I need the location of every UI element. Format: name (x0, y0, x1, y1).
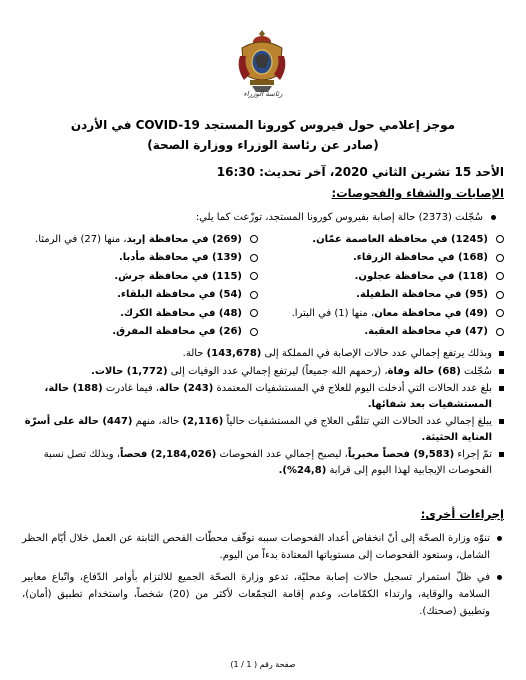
governorates-list (22, 230, 504, 341)
governorate-item (268, 230, 504, 249)
governorate-item (268, 249, 504, 268)
document-title: موجز إعلامي حول فيروس كورونا المستجد COVID-19 في الأردن (70, 118, 456, 132)
dateline: الأحد 15 تشرين الثاني 2020، آخر تحديث: 16:30 (216, 165, 504, 179)
circle-bullet-icon (496, 328, 504, 336)
governorate-count: (54) في محافظة البلقاء. (117, 289, 242, 301)
other-measure-item: تنوّه وزارة الصحّة إلى أنّ انخفاض أعداد الفحوصات سببه توقّف محطّات الفحص الثابتة عن العمل خلال أيّام الحظر الشامل، وستعود الفحوصات إلى مستوياتها المعتادة بدءاً من اليوم. (22, 530, 504, 564)
governorate-count: (118) في محافظة عجلون. (354, 270, 488, 282)
other-measure-item: في ظلّ استمرار تسجيل حالات إصابة محليّة، تدعو وزارة الصحّة الجميع للالتزام بأوامر الدّفاع، واتّباع معايير السلامة والوقاية، وارتداء الكمّامات، وعدم إقامة التجمّعات لأكثر من (20) شخصاً، واستخدام تطبيق (أمان)، وتطبيق (صحتك). (22, 569, 504, 620)
circle-bullet-icon (250, 254, 258, 262)
other-measures-list (22, 530, 504, 625)
circle-bullet-icon (496, 254, 504, 262)
summary-figure: (2,184,026) فحصاً (119, 449, 217, 460)
summary-text: ، (رحمهم الله جميعاً) ليرتفع إجمالي عدد الوفيات إلى (167, 365, 388, 377)
governorate-note: ، منها (1) في البترا. (291, 307, 375, 319)
governorate-item (268, 304, 504, 323)
governorate-item (268, 267, 504, 286)
summary-figure: (2,116) (182, 416, 224, 427)
summary-list (22, 346, 504, 480)
governorate-item (22, 304, 258, 323)
governorate-count: (26) في محافظة المفرق. (112, 326, 242, 338)
governorate-item (268, 323, 504, 342)
circle-bullet-icon (250, 272, 258, 280)
summary-item-hospitalized (22, 414, 504, 445)
circle-bullet-icon (250, 291, 258, 299)
emblem-caption: رئاسة الوزراء (243, 90, 283, 98)
summary-figure: (143,678) (206, 348, 262, 359)
governorate-count: (49) في محافظة معان (374, 307, 488, 319)
summary-text: يبلغ إجمالي عدد الحالات التي تتلقّى العلاج في المستشفيات حالياً (223, 416, 492, 427)
governorate-item (22, 230, 258, 249)
governorate-count: (269) في محافظة إربد (126, 233, 242, 245)
summary-text: تمّ إجراء (454, 449, 492, 460)
cases-section-heading: الإصابات والشفاء والفحوصات: (331, 186, 504, 200)
summary-figure: (24,8%). (278, 464, 327, 476)
circle-bullet-icon (250, 309, 258, 317)
governorate-count: (47) في محافظة العقبة. (364, 326, 488, 338)
summary-item-tests (22, 447, 504, 478)
summary-figure: (9,583) فحصاً مخبرياً (347, 449, 455, 460)
governorate-note: ، منها (27) في الرمثا. (35, 233, 127, 245)
governorate-item (22, 286, 258, 305)
cases-intro-text: سُجّلت (2373) حالة إصابة بفيروس كورونا المستجد، توزّعت كما يلي: (195, 212, 483, 223)
governorate-item (22, 249, 258, 268)
summary-figure: (68) حالة وفاة (387, 365, 461, 377)
summary-item-deaths (22, 364, 504, 380)
summary-text: ، وبذلك تصل نسبة الفحوصات الإيجابية لهذا اليوم إلى قرابة (43, 449, 492, 476)
summary-item-total-cases (22, 346, 504, 362)
circle-bullet-icon (496, 291, 504, 299)
governorate-count: (168) في محافظة الزرقاء. (352, 252, 488, 264)
summary-text: ، فيما غادرت (102, 383, 160, 394)
circle-bullet-icon (250, 235, 258, 243)
circle-bullet-icon (250, 328, 258, 336)
circle-bullet-icon (496, 309, 504, 317)
governorate-count: (95) في محافظة الطفيلة. (356, 289, 488, 301)
document-subtitle: (صادر عن رئاسة الوزراء ووزارة الصحة) (147, 138, 379, 152)
bullet-icon (491, 215, 496, 220)
circle-bullet-icon (496, 272, 504, 280)
summary-text: سُجّلت (460, 365, 492, 377)
governorate-count: (139) في محافظة مأدبا. (118, 252, 242, 264)
summary-item-admissions (22, 381, 504, 412)
summary-figure: (188) حالة، المستشفيات بعد شفائها. (44, 383, 492, 410)
other-section-heading: إجراءات أخرى: (420, 507, 504, 521)
summary-figure: (243) حالة (159, 383, 214, 394)
governorate-item (22, 323, 258, 342)
summary-text: بلغ عدد الحالات التي أدخلت اليوم للعلاج في المستشفيات المعتمدة (213, 383, 492, 394)
summary-text: وبذلك يرتفع إجمالي عدد حالات الإصابة في المملكة إلى (261, 348, 492, 359)
summary-text: ، ليصبح إجمالي عدد الفحوصات (216, 449, 348, 460)
page-number: صفحة رقم ( 1 / 1) (230, 660, 296, 669)
summary-text: حالة، منهم (132, 416, 183, 427)
summary-figure: (1,772) حالات. (91, 365, 168, 377)
governorate-count: (1245) في محافظة العاصمة عمّان. (312, 233, 488, 245)
summary-figure: (447) حالة على أسرّة العناية الحثيثة. (24, 416, 492, 443)
governorate-item (268, 286, 504, 305)
cases-intro (196, 212, 496, 223)
governorate-item (22, 267, 258, 286)
governorate-count: (48) في محافظة الكرك. (120, 307, 242, 319)
summary-text: حالة. (182, 348, 207, 359)
circle-bullet-icon (496, 235, 504, 243)
governorate-count: (115) في محافظة جرش. (114, 270, 242, 282)
